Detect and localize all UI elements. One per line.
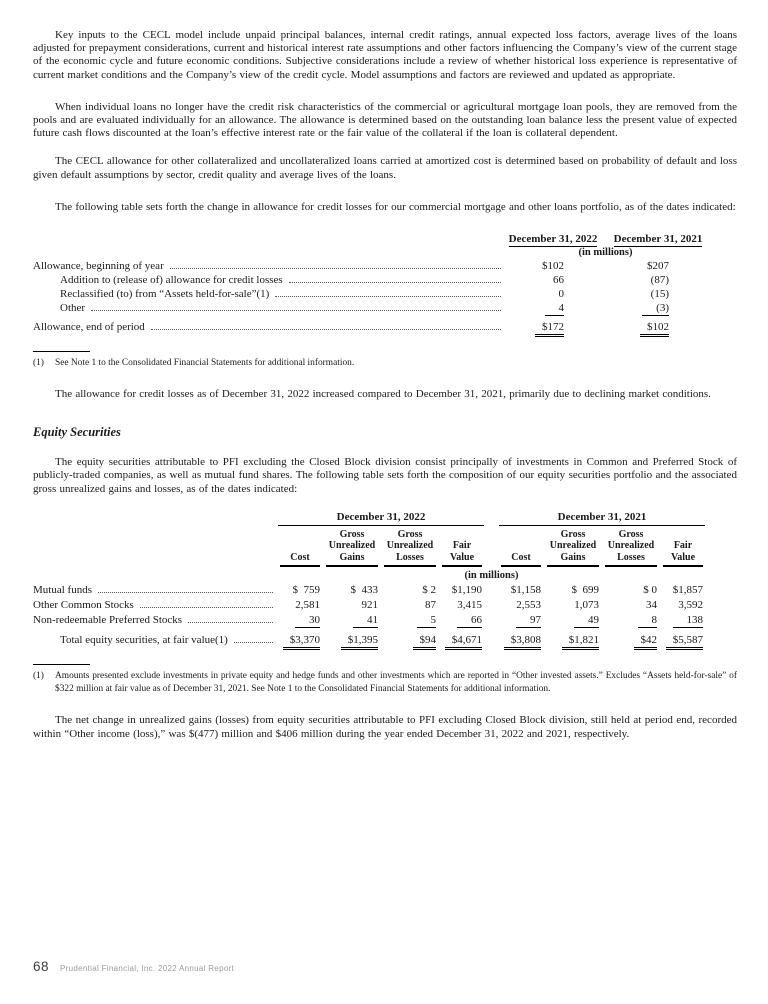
footnote-1 (33, 357, 737, 370)
allowance-table-header-row (33, 227, 706, 245)
row-label: Total equity securities, at fair value(1) (60, 634, 228, 647)
row-label: Mutual funds (33, 584, 92, 597)
paragraph-cecl-inputs: Key inputs to the CECL model include unpaid principal balances, internal credit ratings, annual expected loss factors, average lives of the loans adjusted for prepayment considerations, current and historical interest rate assumptions and other factors influencing the Company’s view of the current stage of the economic cycle and future economic conditions. Subjective considerations include a review of whether historical loss experience is representative of current market conditions and the Company’s view of the credit cycle. Model assumptions and factors are reviewed and updated as appropriate. (33, 29, 737, 81)
cell-value: 138 (673, 614, 704, 628)
cell-value: 921 (361, 599, 378, 612)
table-row (33, 596, 706, 611)
equity-group-header-2021: December 31, 2021 (499, 511, 705, 526)
section-heading-equity-securities: Equity Securities (33, 425, 121, 440)
footnote-text: Amounts presented exclude investments in private equity and hedge funds and other investments which are reported in “Other invested assets.” Excludes “Assets held-for-sale” of $322 million at fair value as of December 31, 2021. See Note 1 to the Consolidated Financial Statements for additional information. (55, 671, 737, 695)
cell-value: $1,190 (451, 584, 482, 597)
table-row (33, 272, 706, 286)
footnote-divider (33, 351, 90, 352)
footnote-text: See Note 1 to the Consolidated Financial Statements for additional information. (55, 358, 355, 369)
cell-value: (15) (650, 288, 669, 301)
row-label: Addition to (release of) allowance for credit losses (60, 274, 283, 287)
equity-subheader-row (33, 526, 706, 568)
cell-value: 49 (574, 614, 599, 628)
column-header-gross-unrealized-gains: Gross Unrealized Gains (326, 526, 378, 568)
dot-leader (140, 607, 273, 608)
row-label: Allowance, end of period (33, 321, 145, 334)
cell-value: $ 433 (350, 584, 378, 597)
cell-value: $ 699 (571, 584, 599, 597)
row-label: Other (60, 302, 86, 315)
cell-value: $5,587 (666, 634, 703, 650)
cell-value: 1,073 (574, 599, 599, 612)
column-header-fair-value: Fair Value (442, 537, 482, 567)
table-row-total (33, 626, 706, 649)
row-label: Non-redeemable Preferred Stocks (33, 614, 183, 627)
equity-securities-table (33, 510, 706, 650)
cell-value: $1,857 (672, 584, 703, 597)
dot-leader (98, 592, 273, 593)
cell-value: 87 (425, 599, 436, 612)
column-header-fair-value: Fair Value (663, 537, 703, 567)
cell-value: $94 (413, 634, 437, 650)
cell-value: $1,158 (510, 584, 541, 597)
equity-units-note: (in millions) (464, 570, 519, 582)
column-header-gross-unrealized-gains: Gross Unrealized Gains (547, 526, 599, 568)
cell-value: 5 (417, 614, 437, 628)
paragraph-individual-loans: When individual loans no longer have the credit risk characteristics of the commercial or agricultural mortgage loan pools, they are removed from the pools and are evaluated individually for an allowance. The allowance is determined based on the outstanding loan balance less the present value of expected future cash flows discounted at the loan’s effective interest rate or the fair value of the collateral if the loan is collateral dependent. (33, 100, 737, 140)
equity-units-row (33, 567, 706, 581)
cell-value: 41 (353, 614, 378, 628)
paragraph-equity-intro: The equity securities attributable to PFI excluding the Closed Block division consist principally of investments in Common and Preferred Stock of publicly-traded companies, as well as mutual fund shares. The following table sets forth the composition of our equity securities portfolio and the associated gross unrealized gains and losses, as of the dates indicated: (33, 456, 737, 495)
row-label: Allowance, beginning of year (33, 260, 164, 273)
cell-value: 3,415 (457, 599, 482, 612)
cell-value: 2,553 (516, 599, 541, 612)
footnote-marker: (1) (33, 358, 44, 369)
dot-leader (289, 282, 501, 283)
dot-leader (188, 622, 273, 623)
dot-leader (234, 642, 273, 643)
cell-value: 3,592 (678, 599, 703, 612)
table-row (33, 300, 706, 314)
table-row-total (33, 314, 706, 336)
column-header-gross-unrealized-losses: Gross Unrealized Losses (605, 526, 657, 568)
dot-leader (151, 329, 501, 330)
cell-value: $207 (647, 260, 669, 273)
row-label: Other Common Stocks (33, 599, 134, 612)
cell-value: (87) (650, 274, 669, 287)
cell-value: 4 (545, 302, 565, 316)
allowance-units-note: (in millions) (578, 247, 633, 259)
column-header-cost: Cost (501, 549, 541, 568)
cell-value: $42 (634, 634, 658, 650)
paragraph-allowance-increase: The allowance for credit losses as of December 31, 2022 increased compared to December 31, 2021, primarily due to declining market conditions. (55, 388, 711, 401)
cell-value: 30 (295, 614, 320, 628)
cell-value: $3,370 (283, 634, 320, 650)
cell-value: 97 (516, 614, 541, 628)
allowance-table (33, 227, 706, 336)
cell-value: $ 0 (643, 584, 657, 597)
cell-value: $ 2 (422, 584, 436, 597)
equity-group-header-row (33, 510, 706, 526)
paragraph-cecl-allowance: The CECL allowance for other collateralized and uncollateralized loans carried at amortized cost is determined based on probability of default and loss given default assumptions by sector, credit quality and average lives of the loans. (33, 155, 737, 181)
cell-value: 66 (457, 614, 482, 628)
table-row (33, 581, 706, 596)
cell-value: 8 (638, 614, 658, 628)
allowance-col-header-2022: December 31, 2022 (508, 233, 598, 246)
footnote-divider (33, 664, 90, 665)
dot-leader (91, 310, 501, 311)
row-label: Reclassified (to) from “Assets held-for-sale”(1) (60, 288, 270, 301)
cell-value: $102 (542, 260, 564, 273)
cell-value: 34 (646, 599, 657, 612)
cell-value: $3,808 (504, 634, 541, 650)
table-row (33, 611, 706, 626)
equity-group-header-2022: December 31, 2022 (278, 511, 484, 526)
cell-value: $ 759 (292, 584, 320, 597)
report-title: Prudential Financial, Inc. 2022 Annual Report (60, 964, 235, 973)
allowance-units-row (33, 245, 706, 258)
table-row (33, 286, 706, 300)
cell-value: (3) (642, 302, 669, 316)
footnote-marker: (1) (33, 671, 44, 682)
allowance-col-header-2021: December 31, 2021 (613, 233, 703, 246)
column-header-gross-unrealized-losses: Gross Unrealized Losses (384, 526, 436, 568)
cell-value: 66 (553, 274, 564, 287)
table-row (33, 258, 706, 272)
dot-leader (170, 268, 501, 269)
cell-value: 2,581 (295, 599, 320, 612)
dot-leader (275, 296, 501, 297)
cell-value: $4,671 (445, 634, 482, 650)
cell-value: $172 (535, 321, 564, 337)
cell-value: $1,395 (341, 634, 378, 650)
cell-value: $1,821 (562, 634, 599, 650)
footnote-2 (33, 670, 737, 696)
page-footer (33, 959, 234, 974)
paragraph-net-change-unrealized: The net change in unrealized gains (losses) from equity securities attributable to PFI excluding Closed Block division, still held at period end, recorded within “Other income (loss),” was $(477) million and $406 million during the year ended December 31, 2022 and 2021, respectively. (33, 714, 737, 740)
column-header-cost: Cost (280, 549, 320, 568)
cell-value: 0 (558, 288, 564, 301)
cell-value: $102 (640, 321, 669, 337)
page-number: 68 (33, 959, 50, 974)
paragraph-table-intro-allowance: The following table sets forth the change in allowance for credit losses for our commercial mortgage and other loans portfolio, as of the dates indicated: (55, 200, 736, 213)
